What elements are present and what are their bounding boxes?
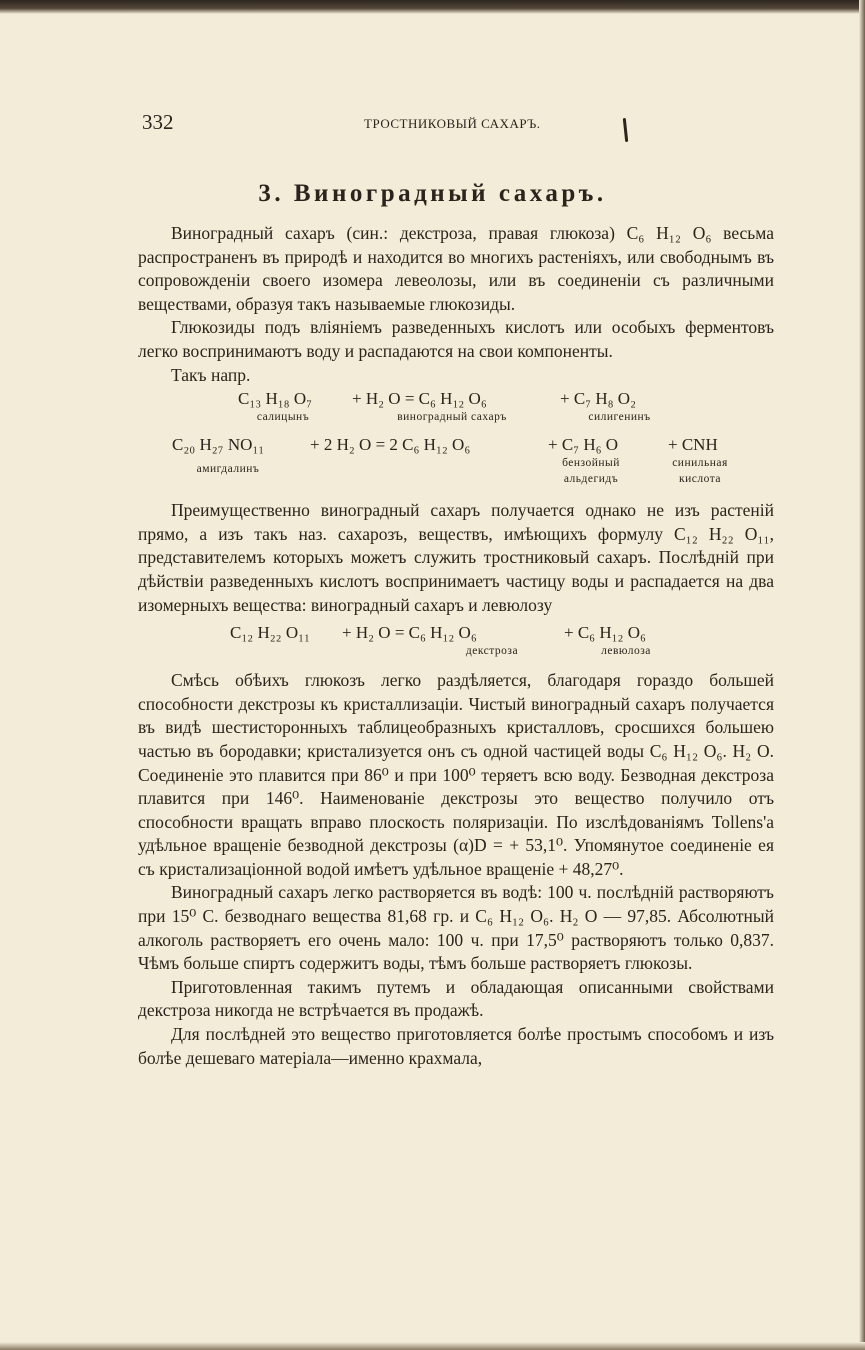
formula-amygdalin-main: + 2 H₂ O = 2 C₆ H₁₂ O₆: [310, 435, 471, 455]
formula-amygdalin: [138, 433, 774, 499]
formula-salicin-main-label: виноградный сахаръ: [397, 411, 507, 424]
paragraph-6: Виноградный сахаръ легко растворяется въ водѣ: 100 ч. послѣднiй растворяютъ при 15⁰ С. безводнаго вещества 81,68 гр. и C₆ H₁₂ O₆. H₂ O — 97,85. Абсолютный алкоголь растворяетъ его очень мало: 100 ч. при 17,5⁰ растворяютъ только 0,837. Чѣмъ больше спиртъ содержитъ воды, тѣмъ больше растворяетъ глюкозы.: [138, 882, 774, 974]
formula-amygdalin-acid-label-2: кислота: [679, 473, 721, 486]
section-title: 3. Виноградный сахаръ.: [258, 180, 607, 207]
formula-amygdalin-product: + C₇ H₆ O: [548, 435, 619, 455]
formula-amygdalin-product-label-2: альдегидъ: [563, 473, 619, 486]
formula-amygdalin-acid: + CNH: [668, 435, 718, 455]
formula-amygdalin-acid-label-1: синильная: [672, 457, 728, 470]
page-number: 332: [142, 110, 174, 134]
paragraph-8: Для послѣдней это вещество приготовляется болѣе простымъ способомъ и изъ болѣе дешеваго матерiала—именно крахмала,: [138, 1024, 774, 1068]
formula-salicin-product: + C₇ H₈ O₂: [560, 389, 637, 409]
formula-sucrose-reactant: C₁₂ H₂₂ O₁₁: [230, 623, 310, 643]
formula-sucrose-main-label: декстроза: [465, 645, 519, 658]
formula-salicin-reactant: C₁₃ H₁₈ O₇: [238, 389, 313, 409]
page-body: [138, 222, 774, 1070]
formula-sucrose-product-label: левюлоза: [601, 645, 651, 658]
formula-amygdalin-reactant-label: амигдалинъ: [196, 463, 260, 476]
running-head: ТРОСТНИКОВЫЙ САХАРЪ.: [364, 116, 541, 131]
formula-amygdalin-reactant: C₂₀ H₂₇ NO₁₁: [172, 435, 265, 455]
formula-sucrose-main: + H₂ O = C₆ H₁₂ O₆: [342, 623, 477, 643]
ink-mark: [623, 118, 628, 142]
formula-sucrose: [138, 619, 774, 669]
formula-salicin: [138, 387, 774, 433]
formula-salicin-reactant-label: салицынъ: [256, 411, 310, 424]
paragraph-5: Смѣсь обѣихъ глюкозъ легко раздѣляется, благодаря гораздо большей способности декстрозы къ кристаллизацiи. Чистый виноградный сахаръ получается въ видѣ шестисторонныхъ таблицеобразныхъ кристалловъ, сросшихся большею частью въ бородавки; кристализуется онъ съ одной частицей воды C₆ H₁₂ O₆. H₂ O. Соединенiе это плавится при 86⁰ и при 100⁰ теряетъ всю воду. Безводная декстроза плавится при 146⁰. Наименованiе декстрозы это вещество получило отъ способности вращать вправо плоскость поляризацiи. По изслѣдованiямъ Tollens'a удѣльное вращенiе безводной декстрозы (α)D = + 53,1⁰. Упомянутое соединенiе ея съ кристализацiонной водой имѣетъ удѣльное вращенiе + 48,27⁰.: [138, 670, 774, 879]
paragraph-4: Преимущественно виноградный сахаръ получается однако не изъ растенiй прямо, а изъ такъ наз. сахарозъ, веществъ, имѣющихъ формулу C₁₂ H₂₂ O₁₁, представителемъ которыхъ можетъ служить тростниковый сахаръ. Послѣднiй при дѣйствiи разведенныхъ кислотъ воспринимаетъ частицу воды и распадается на два изомерныхъ вещества: виноградный сахаръ и левюлозу: [138, 500, 774, 615]
page-bottom-edge: [0, 1342, 865, 1350]
paragraph-1: Виноградный сахаръ (син.: декстроза, правая глюкоза) C₆ H₁₂ O₆ весьма распространенъ въ природѣ и находится во многихъ растенiяхъ, или свободнымъ въ сопровожденiи своего изомера левеолозы, или въ соединенiи съ различными веществами, образуя такъ называемые глюкозиды.: [138, 223, 774, 314]
formula-sucrose-product: + C₆ H₁₂ O₆: [564, 623, 646, 643]
paragraph-3: Такъ напр.: [171, 364, 251, 385]
paragraph-2: Глюкозиды подъ влiянiемъ разведенныхъ кислотъ или особыхъ ферментовъ легко воспринимаютъ воду и распадаются на свои компоненты.: [138, 317, 774, 361]
formula-salicin-main: + H₂ O = C₆ H₁₂ O₆: [352, 389, 487, 409]
formula-amygdalin-product-label-1: бензойный: [562, 457, 620, 470]
page-top-edge: [0, 0, 865, 14]
paragraph-7: Приготовленная такимъ путемъ и обладающая описанными свойствами декстроза никогда не встрѣчается въ продажѣ.: [138, 976, 774, 1021]
formula-salicin-product-label: силигенинъ: [588, 411, 651, 424]
page-header: [142, 110, 772, 138]
